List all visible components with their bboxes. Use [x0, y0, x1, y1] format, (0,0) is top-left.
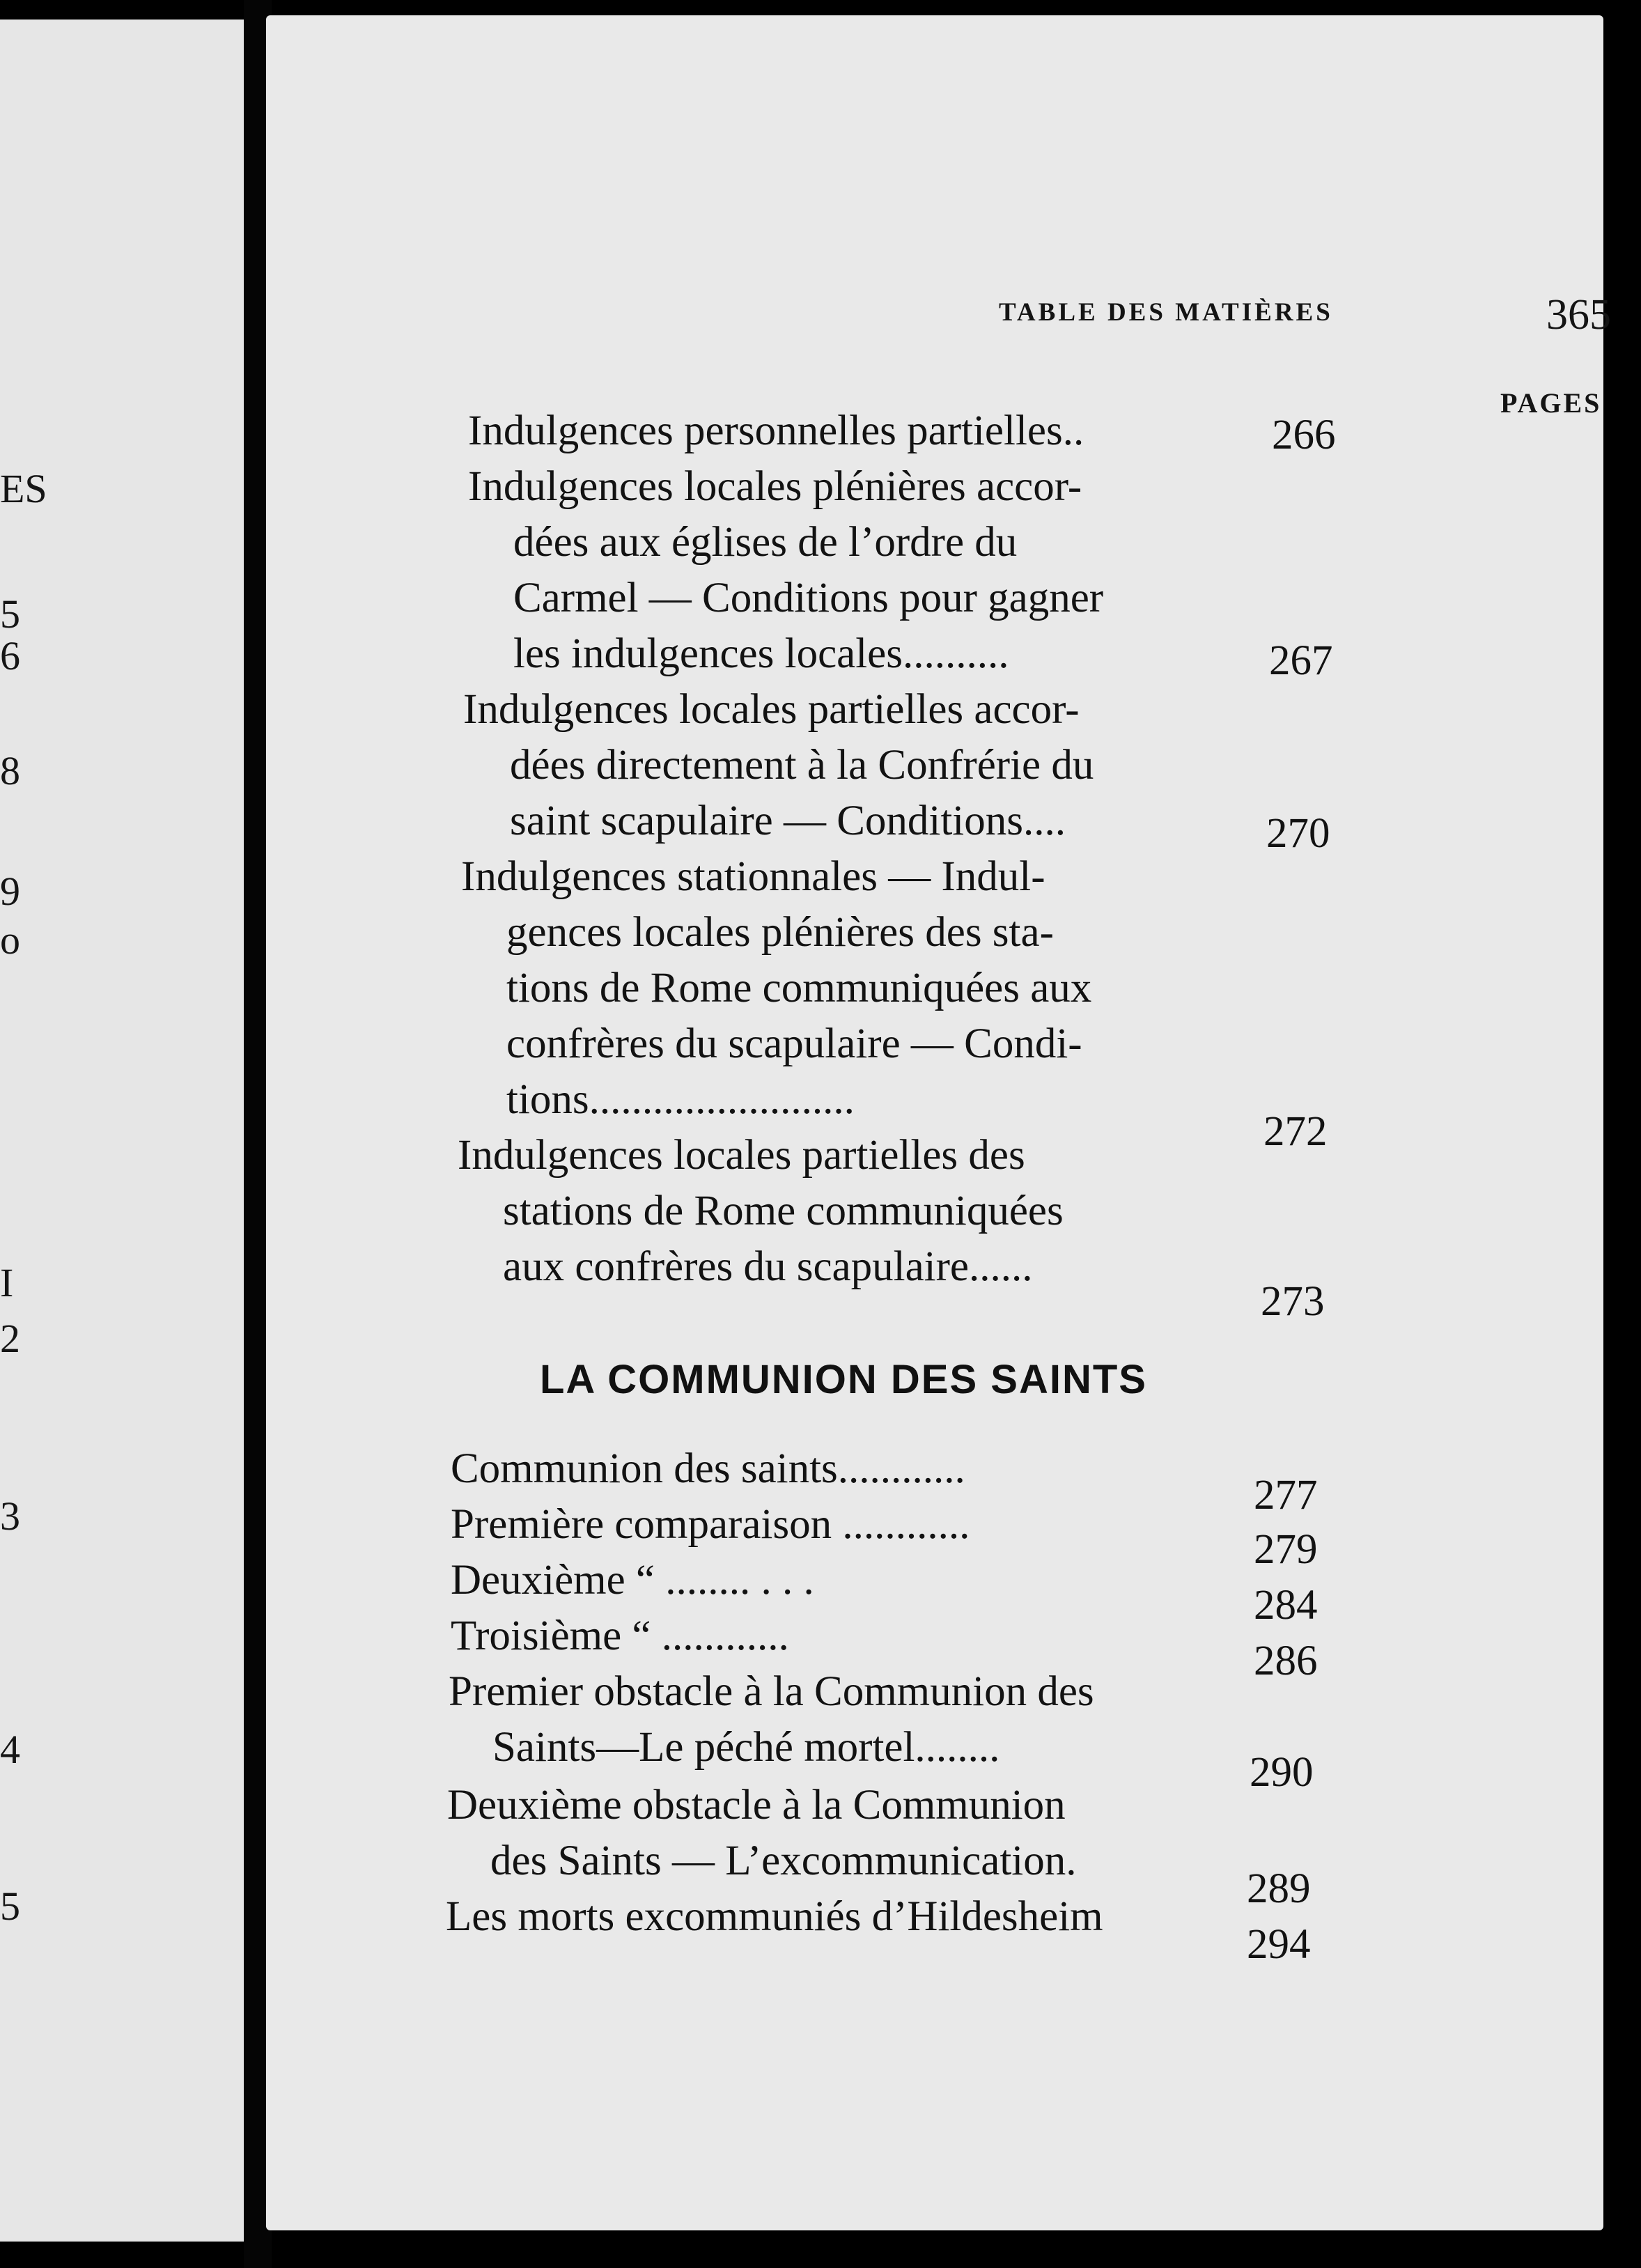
left-margin-fragment: 5 — [0, 1883, 20, 1929]
toc-line: dées directement à la Confrérie du — [510, 742, 1094, 789]
toc-page-number: 289 — [1247, 1865, 1311, 1912]
toc-line: des Saints — L’excommunication. — [490, 1838, 1077, 1884]
toc-line: Indulgences locales plénières accor- — [468, 463, 1082, 510]
toc-line: confrères du scapulaire — Condi- — [506, 1020, 1082, 1067]
toc-line: Les morts excommuniés d’Hildesheim — [446, 1893, 1103, 1940]
toc-line: Première comparaison ............ — [451, 1501, 970, 1548]
toc-line: aux confrères du scapulaire...... — [503, 1243, 1033, 1290]
toc-line: tions de Rome communiquées aux — [506, 965, 1092, 1011]
toc-line: les indulgences locales.......... — [513, 630, 1009, 677]
toc-line: tions......................... — [506, 1076, 855, 1123]
toc-line: Saints—Le péché mortel........ — [492, 1724, 1000, 1771]
toc-line: Indulgences stationnales — Indul- — [461, 853, 1045, 900]
toc-page-number: 290 — [1250, 1749, 1314, 1796]
left-margin-fragment: 5 — [0, 591, 20, 637]
left-margin-fragment: 3 — [0, 1493, 20, 1539]
left-margin-fragment: ES — [0, 466, 47, 511]
pages-column-label: PAGES — [1500, 387, 1602, 419]
toc-line: Troisième “ ............ — [451, 1613, 789, 1659]
running-title: TABLE DES MATIÈRES — [999, 298, 1333, 327]
left-margin-fragment: 6 — [0, 633, 20, 678]
toc-line: Indulgences locales partielles accor- — [463, 686, 1080, 733]
left-margin-fragment: o — [0, 917, 20, 963]
toc-line: stations de Rome communiquées — [503, 1188, 1064, 1234]
left-margin-fragment: 2 — [0, 1316, 20, 1361]
toc-line: Deuxième “ ........ . . . — [451, 1557, 814, 1603]
toc-line: saint scapulaire — Conditions.... — [510, 798, 1066, 844]
left-page-margin — [0, 20, 248, 2242]
toc-page-number: 284 — [1254, 1582, 1318, 1629]
toc-line: Carmel — Conditions pour gagner — [513, 575, 1104, 621]
toc-line: Communion des saints............ — [451, 1445, 965, 1492]
toc-page-number: 273 — [1261, 1278, 1325, 1325]
left-margin-fragment: I — [0, 1260, 14, 1305]
toc-page-number: 286 — [1254, 1638, 1318, 1684]
section-title: LA COMMUNION DES SAINTS — [540, 1357, 1147, 1402]
left-margin-fragment: 9 — [0, 869, 20, 914]
toc-page-number: 266 — [1272, 412, 1336, 458]
toc-line: Indulgences locales partielles des — [458, 1132, 1025, 1179]
toc-page-number: 277 — [1254, 1472, 1318, 1519]
toc-page-number: 267 — [1269, 637, 1333, 684]
toc-line: gences locales plénières des sta- — [506, 909, 1054, 956]
page-number: 365 — [1546, 291, 1611, 339]
toc-line: Indulgences personnelles partielles.. — [468, 407, 1084, 454]
toc-page-number: 279 — [1254, 1526, 1318, 1573]
toc-page-number: 270 — [1266, 810, 1330, 857]
toc-page-number: 294 — [1247, 1921, 1311, 1968]
right-page — [266, 15, 1611, 2230]
left-margin-fragment: 4 — [0, 1727, 20, 1772]
toc-line: Deuxième obstacle à la Communion — [447, 1782, 1066, 1828]
toc-line: Premier obstacle à la Communion des — [449, 1668, 1094, 1715]
left-margin-fragment: 8 — [0, 748, 20, 793]
toc-page-number: 272 — [1263, 1108, 1328, 1155]
toc-line: dées aux églises de l’ordre du — [513, 519, 1018, 566]
